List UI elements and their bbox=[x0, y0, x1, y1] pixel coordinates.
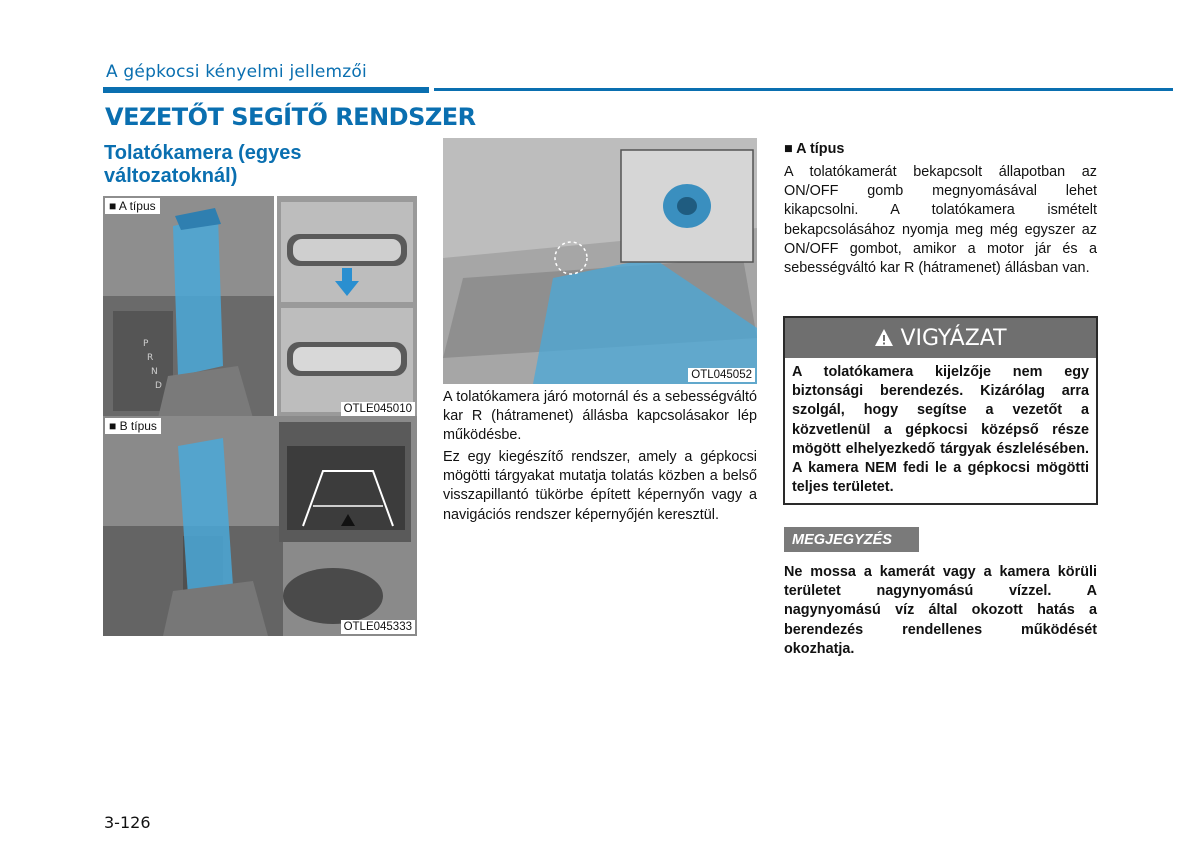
section-title: A gépkocsi kényelmi jellemzői bbox=[106, 62, 367, 82]
figure-a-label: ■ A típus bbox=[105, 198, 160, 214]
rear-camera-illustration bbox=[443, 138, 757, 384]
figure-camera-code: OTL045052 bbox=[688, 368, 755, 382]
figure-a-type-shifter bbox=[103, 196, 274, 418]
figure-a-code: OTLE045010 bbox=[341, 402, 415, 416]
center-paragraph-1: A tolatókamera járó motornál és a sebességváltó kar R (hátramenet) állásba kapcsolásakor lép működésbe. bbox=[443, 389, 757, 444]
shifter-a-illustration bbox=[103, 196, 274, 418]
figure-b-label: ■ B típus bbox=[105, 418, 161, 434]
warning-triangle-icon bbox=[874, 328, 894, 348]
caution-header bbox=[785, 318, 1096, 358]
header-rule-thick bbox=[103, 87, 429, 93]
svg-text:D: D bbox=[155, 381, 162, 391]
figure-b-code: OTLE045333 bbox=[341, 620, 415, 634]
center-paragraph-2: Ez egy kiegészítő rendszer, amely a gépkocsi mögötti tárgyakat mutatja tolatás közben a belső visszapillantó tükörbe épített képernyőn vagy a navigációs rendszer képernyőjén keresztül. bbox=[443, 449, 757, 523]
figure-a-type-mirror bbox=[277, 196, 417, 418]
rear-mirror-illustration bbox=[277, 196, 417, 418]
svg-text:R: R bbox=[147, 353, 154, 363]
page-number: 3-126 bbox=[104, 813, 151, 832]
note-badge: MEGJEGYZÉS bbox=[784, 527, 919, 552]
caution-text: A tolatókamera kijelzője nem egy biztonsági berendezés. Kizárólag arra szolgál, hogy segítse a vezetőt a közvetlenül a gépkocsi középső része mögött elhelyezkedő tárgyak észlelésében. A kamera NEM fedi le a gépkocsi mögötti teljes területet. bbox=[792, 364, 1089, 496]
shifter-b-illustration bbox=[103, 416, 417, 636]
header-rule-thin bbox=[434, 88, 1173, 91]
svg-text:P: P bbox=[143, 339, 149, 349]
figure-b-type-shifter bbox=[103, 416, 417, 636]
note-text: Ne mossa a kamerát vagy a kamera körüli területet nagynyomású vízzel. A nagynyomású víz által okozott hatás a berendezés rendellenes működését okozhatja. bbox=[784, 564, 1097, 657]
figure-rear-camera bbox=[443, 138, 757, 384]
svg-text:N: N bbox=[151, 367, 158, 377]
main-heading: VEZETŐT SEGÍTŐ RENDSZER bbox=[105, 103, 476, 131]
sub-heading: Tolatókamera (egyes változatoknál) bbox=[104, 142, 302, 187]
type-a-heading: ■ A típus bbox=[784, 141, 845, 157]
caution-title: VIGYÁZAT bbox=[900, 325, 1007, 351]
caution-box bbox=[783, 316, 1098, 505]
type-a-text: A tolatókamerát bekapcsolt állapotban az ON/OFF gomb megnyomásával lehet kikapcsolni. A tolatókamera ismételt bekapcsolásához nyomja meg még egyszer az ON/OFF gombot, amikor a motor jár és a sebességváltó kar R (hátramenet) állásban van. bbox=[784, 164, 1097, 277]
